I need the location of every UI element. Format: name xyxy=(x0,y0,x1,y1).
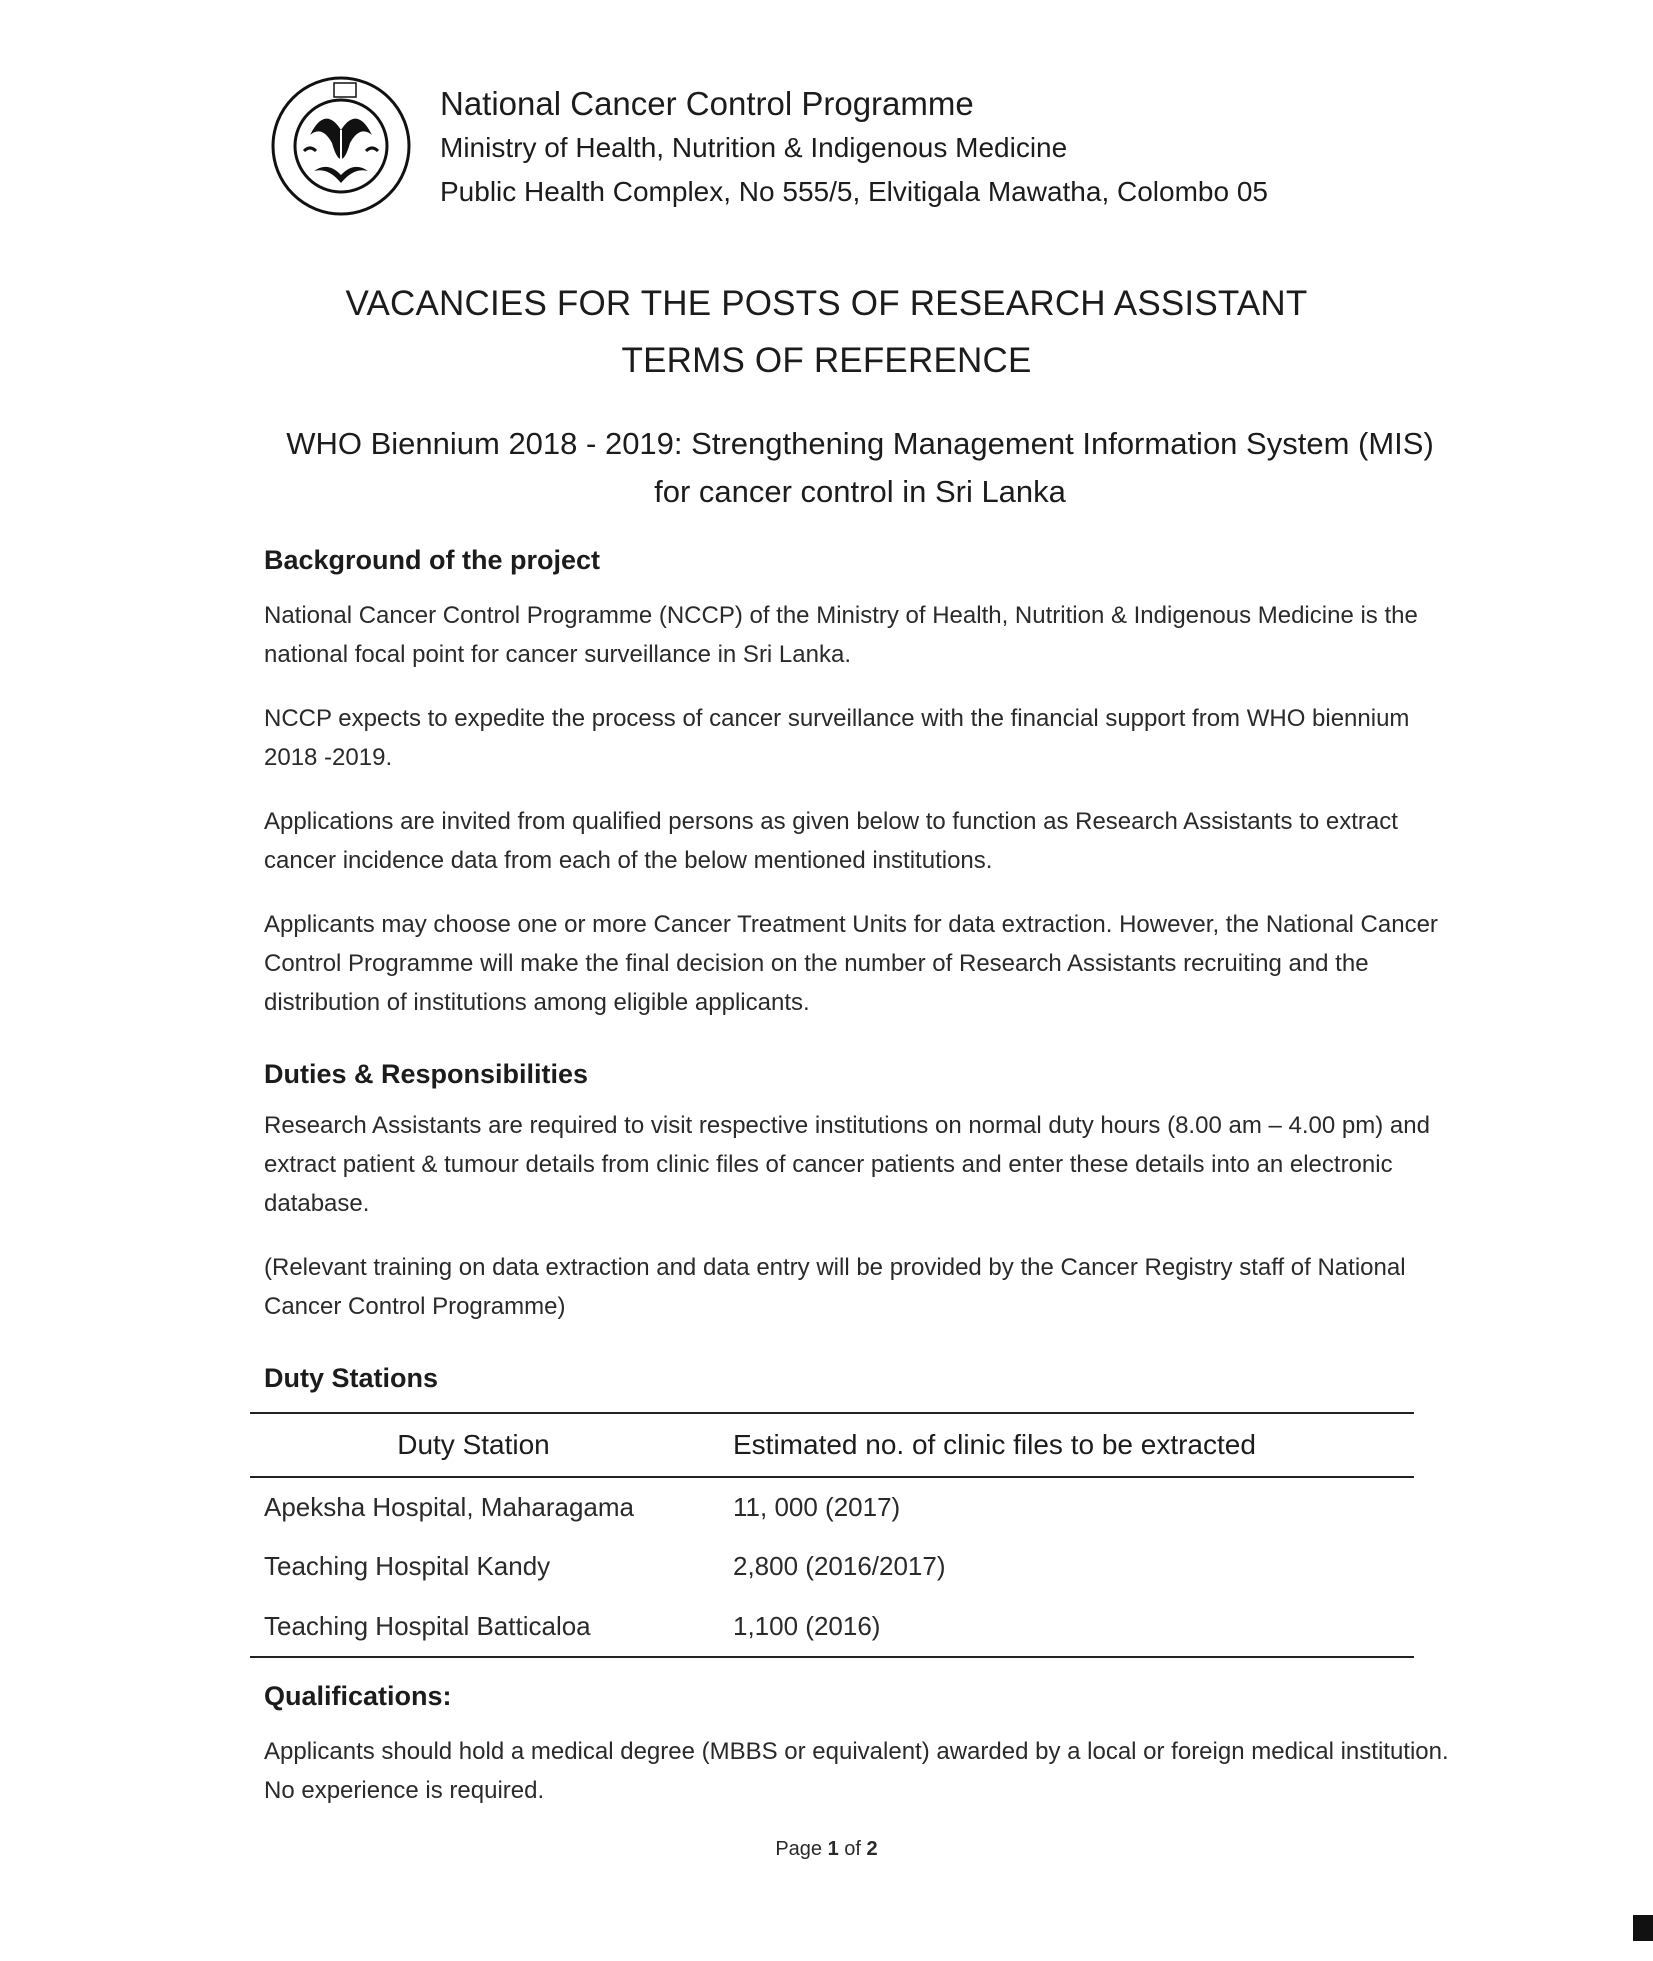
duty-stations-table xyxy=(250,1412,1414,1658)
background-paragraph-3: Applications are invited from qualified persons as given below to function as Research Assistants to extract cancer incidence data from each of the below mentioned institutions. xyxy=(264,808,1398,874)
duty-stations-heading: Duty Stations xyxy=(264,1363,439,1393)
page-word: Page xyxy=(775,1838,823,1860)
organization-address: Public Health Complex, No 555/5, Elvitigala Mawatha, Colombo 05 xyxy=(440,176,1268,207)
organization-header xyxy=(440,82,1268,214)
nccp-logo xyxy=(270,75,412,217)
table-header-row xyxy=(250,1413,1414,1477)
station-cell: Apeksha Hospital, Maharagama xyxy=(264,1492,634,1522)
table-row xyxy=(250,1596,1414,1657)
files-cell: 11, 000 (2017) xyxy=(733,1492,901,1522)
page-current: 1 xyxy=(827,1838,839,1860)
background-paragraph-4: Applicants may choose one or more Cancer Treatment Units for data extraction. However, the National Cancer Control Programme will make the final decision on the number of Research Assistants recruiting and the distribution of institutions among eligible applicants. xyxy=(264,911,1438,1016)
duty-stations-section xyxy=(264,1360,1454,1396)
ministry-name: Ministry of Health, Nutrition & Indigenous Medicine xyxy=(440,132,1068,163)
duties-paragraph-2: (Relevant training on data extraction and data entry will be provided by the Cancer Registry staff of National Cancer Control Programme) xyxy=(264,1254,1406,1320)
qualifications-section xyxy=(264,1678,1454,1810)
project-title-line-2: for cancer control in Sri Lanka xyxy=(654,474,1066,509)
duties-section xyxy=(264,1056,1454,1326)
background-paragraph-2: NCCP expects to expedite the process of cancer surveillance with the financial support from WHO biennium 2018 -2019. xyxy=(264,705,1410,771)
background-section xyxy=(264,542,1454,1022)
title-line-1: VACANCIES FOR THE POSTS OF RESEARCH ASSISTANT xyxy=(345,284,1308,323)
column-header-estimated-files: Estimated no. of clinic files to be extracted xyxy=(697,1413,1414,1477)
qualifications-heading: Qualifications: xyxy=(264,1681,452,1711)
title-line-2: TERMS OF REFERENCE xyxy=(621,341,1032,380)
project-title xyxy=(270,420,1450,516)
station-cell: Teaching Hospital Kandy xyxy=(264,1551,551,1581)
of-word: of xyxy=(844,1838,861,1860)
background-heading: Background of the project xyxy=(264,545,601,575)
organization-name: National Cancer Control Programme xyxy=(440,85,974,122)
column-header-duty-station: Duty Station xyxy=(250,1413,697,1477)
files-cell: 1,100 (2016) xyxy=(697,1596,1414,1657)
qualifications-paragraph: Applicants should hold a medical degree (MBBS or equivalent) awarded by a local or foreign medical institution. No experience is required. xyxy=(264,1738,1449,1804)
page-number xyxy=(0,1838,1653,1861)
table-row xyxy=(250,1477,1414,1537)
main-title xyxy=(0,275,1653,389)
project-title-line-1: WHO Biennium 2018 - 2019: Strengthening Management Information System (MIS) xyxy=(286,426,1434,461)
files-cell: 2,800 (2016/2017) xyxy=(733,1551,946,1581)
page-total: 2 xyxy=(866,1838,878,1860)
duties-heading: Duties & Responsibilities xyxy=(264,1059,589,1089)
background-paragraph-1: National Cancer Control Programme (NCCP) of the Ministry of Health, Nutrition & Indigenous Medicine is the national focal point for cancer surveillance in Sri Lanka. xyxy=(264,602,1418,668)
station-cell: Teaching Hospital Batticaloa xyxy=(250,1596,697,1657)
scan-edge-mark xyxy=(1633,1915,1653,1941)
duties-paragraph-1: Research Assistants are required to visit respective institutions on normal duty hours (8.00 am – 4.00 pm) and extract patient & tumour details from clinic files of cancer patients and enter these details into an electronic database. xyxy=(264,1112,1430,1217)
table-row xyxy=(250,1537,1414,1596)
